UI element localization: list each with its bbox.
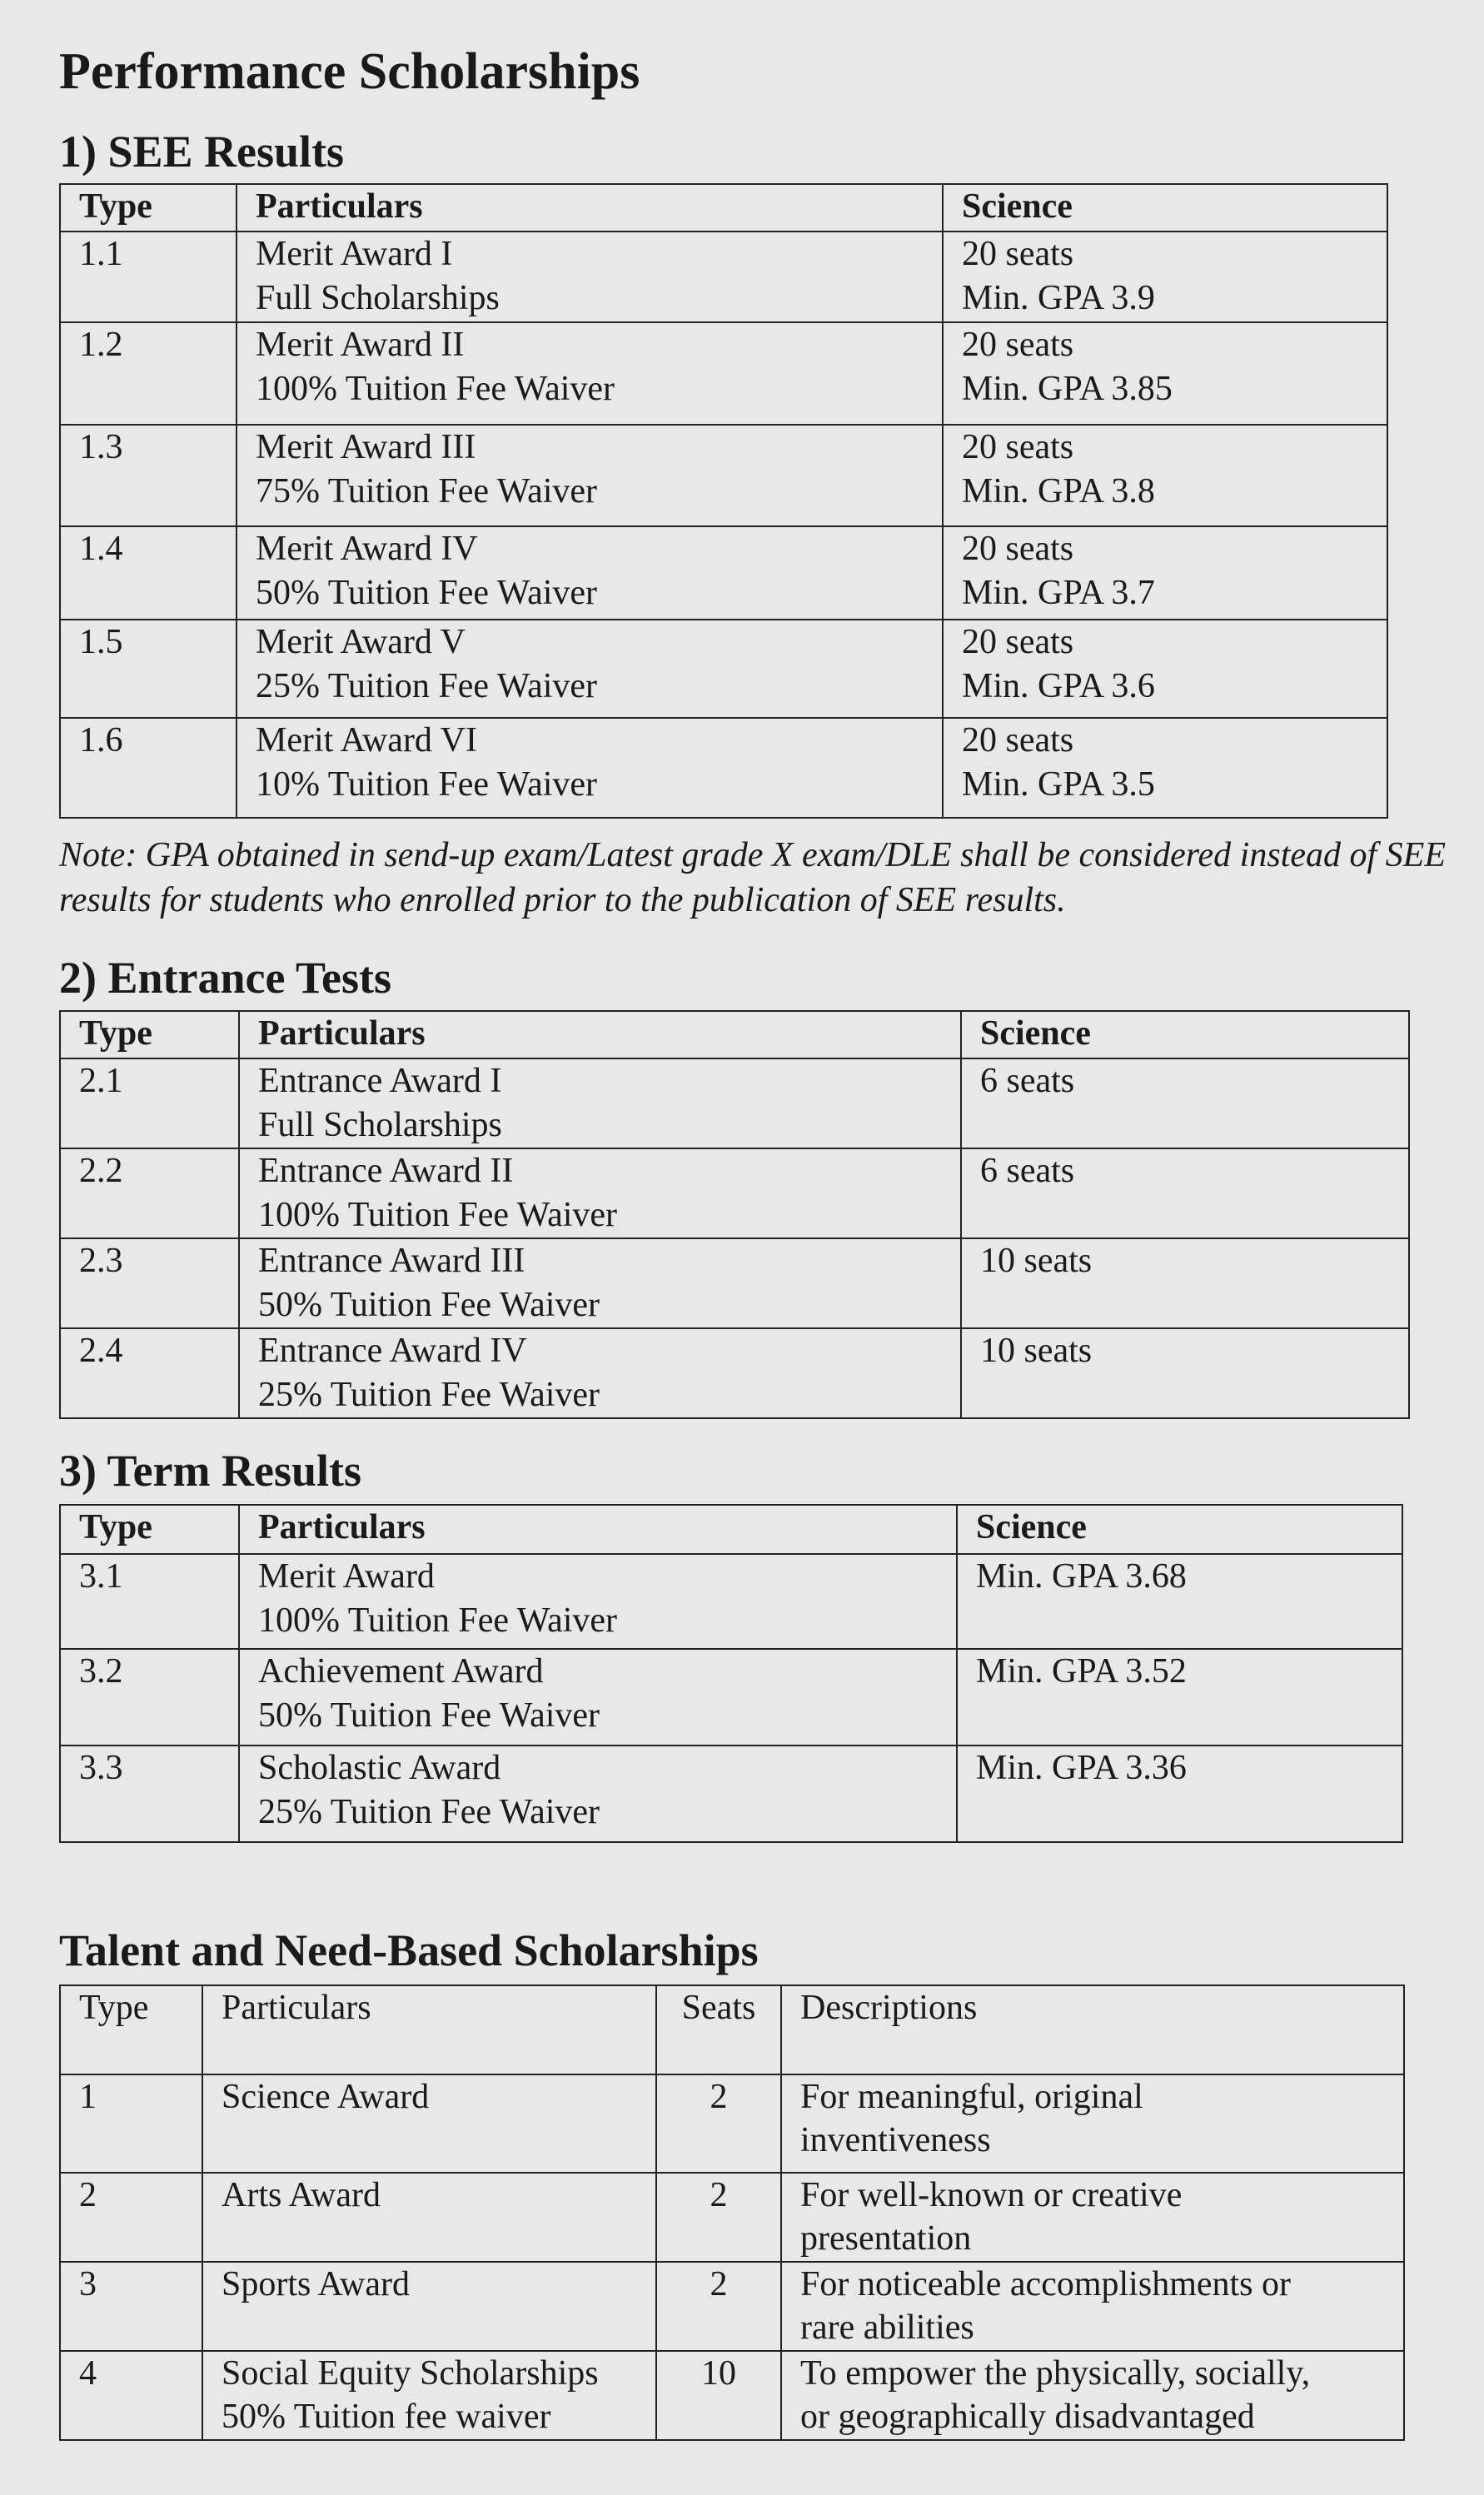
type-cell: 3.3	[60, 1746, 239, 1842]
description-line: For meaningful, original	[800, 2078, 1143, 2116]
particulars-cell	[239, 1746, 957, 1842]
particulars-cell	[202, 2351, 656, 2440]
description-line: rare abilities	[800, 2308, 974, 2347]
column-header-science: Science	[957, 1505, 1402, 1554]
gpa-text: Min. GPA 3.9	[962, 279, 1155, 317]
award-benefit: 100% Tuition Fee Waiver	[258, 1196, 618, 1234]
science-cell: 6 seats	[961, 1058, 1409, 1148]
type-cell: 1.2	[60, 322, 237, 425]
award-name: Social Equity Scholarships	[222, 2354, 599, 2393]
description-cell	[781, 2074, 1404, 2173]
description-cell	[781, 2351, 1404, 2440]
description-cell	[781, 2173, 1404, 2262]
seats-text: 20 seats	[962, 721, 1074, 759]
type-cell: 1.5	[60, 620, 237, 718]
award-name: Sports Award	[222, 2265, 410, 2303]
section-heading-term: 3) Term Results	[59, 1446, 361, 1496]
table-row	[60, 1554, 1402, 1649]
table-row	[60, 718, 1387, 818]
section-heading-see: 1) SEE Results	[59, 127, 345, 177]
type-cell: 2.3	[60, 1238, 239, 1328]
type-cell: 1.4	[60, 526, 237, 620]
column-header-particulars: Particulars	[202, 1985, 656, 2074]
type-cell: 2.4	[60, 1328, 239, 1418]
science-cell: Min. GPA 3.36	[957, 1746, 1402, 1842]
award-name: Achievement Award	[258, 1652, 544, 1691]
talent-scholarships-table	[59, 1985, 1405, 2441]
award-benefit: 25% Tuition Fee Waiver	[258, 1376, 600, 1414]
column-header-seats: Seats	[656, 1985, 781, 2074]
particulars-cell	[202, 2173, 656, 2262]
type-cell: 3.2	[60, 1649, 239, 1746]
award-benefit: Full Scholarships	[258, 1106, 502, 1144]
column-header-descriptions: Descriptions	[781, 1985, 1404, 2074]
award-name: Entrance Award I	[258, 1062, 502, 1100]
science-cell	[943, 322, 1387, 425]
science-cell	[943, 620, 1387, 718]
table-row	[60, 1746, 1402, 1842]
description-line: inventiveness	[800, 2121, 991, 2159]
column-header-type: Type	[60, 1505, 239, 1554]
award-name: Science Award	[222, 2078, 430, 2116]
type-cell: 3.1	[60, 1554, 239, 1649]
gpa-text: Min. GPA 3.5	[962, 765, 1155, 804]
award-name: Merit Award V	[256, 623, 466, 661]
science-cell: Min. GPA 3.52	[957, 1649, 1402, 1746]
science-cell: 10 seats	[961, 1238, 1409, 1328]
award-benefit: 25% Tuition Fee Waiver	[258, 1793, 600, 1831]
page-title: Performance Scholarships	[59, 43, 640, 100]
science-cell	[943, 232, 1387, 322]
type-cell: 1.3	[60, 425, 237, 526]
particulars-cell	[239, 1554, 957, 1649]
description-line: or geographically disadvantaged	[800, 2398, 1255, 2436]
section-heading-entrance: 2) Entrance Tests	[59, 953, 392, 1003]
seats-text: 20 seats	[962, 235, 1074, 273]
table-row	[60, 2074, 1404, 2173]
column-header-science: Science	[943, 184, 1387, 232]
table-row	[60, 232, 1387, 322]
award-name: Merit Award IV	[256, 530, 478, 568]
award-benefit: 25% Tuition Fee Waiver	[256, 667, 598, 705]
seats-text: 20 seats	[962, 428, 1074, 466]
type-cell: 1	[60, 2074, 202, 2173]
see-note: Note: GPA obtained in send-up exam/Latest grade X exam/DLE shall be considered instead of SEE results for students who enrolled prior to the publication of SEE results.	[59, 836, 1446, 919]
description-cell	[781, 2262, 1404, 2351]
column-header-type: Type	[60, 184, 237, 232]
particulars-cell	[239, 1238, 961, 1328]
award-name: Entrance Award IV	[258, 1332, 527, 1370]
table-row	[60, 2262, 1404, 2351]
term-results-table	[59, 1504, 1403, 1843]
description-line: presentation	[800, 2219, 972, 2258]
type-cell: 1.6	[60, 718, 237, 818]
gpa-text: Min. GPA 3.8	[962, 472, 1155, 510]
award-benefit: 75% Tuition Fee Waiver	[256, 472, 598, 510]
entrance-tests-table	[59, 1010, 1410, 1419]
gpa-text: Min. GPA 3.7	[962, 574, 1155, 612]
seats-cell: 10	[656, 2351, 781, 2440]
science-cell: Min. GPA 3.68	[957, 1554, 1402, 1649]
table-row	[60, 1148, 1409, 1238]
column-header-type: Type	[60, 1011, 239, 1058]
award-name: Merit Award I	[256, 235, 453, 273]
award-benefit: 100% Tuition Fee Waiver	[256, 370, 615, 408]
seats-text: 20 seats	[962, 623, 1074, 661]
award-benefit: 50% Tuition fee waiver	[222, 2398, 551, 2436]
particulars-cell	[237, 322, 943, 425]
science-cell: 10 seats	[961, 1328, 1409, 1418]
gpa-text: Min. GPA 3.85	[962, 370, 1173, 408]
science-cell	[943, 718, 1387, 818]
table-row	[60, 1238, 1409, 1328]
column-header-type: Type	[60, 1985, 202, 2074]
description-line: For noticeable accomplishments or	[800, 2265, 1292, 2303]
science-cell	[943, 526, 1387, 620]
seats-cell: 2	[656, 2074, 781, 2173]
seats-cell: 2	[656, 2262, 781, 2351]
award-name: Entrance Award III	[258, 1242, 525, 1280]
award-name: Merit Award III	[256, 428, 476, 466]
award-benefit: Full Scholarships	[256, 279, 500, 317]
award-name: Merit Award	[258, 1557, 435, 1596]
type-cell: 4	[60, 2351, 202, 2440]
table-row	[60, 1058, 1409, 1148]
table-row	[60, 1649, 1402, 1746]
award-name: Arts Award	[222, 2176, 381, 2214]
table-row	[60, 1328, 1409, 1418]
particulars-cell	[202, 2074, 656, 2173]
table-row	[60, 620, 1387, 718]
type-cell: 1.1	[60, 232, 237, 322]
type-cell: 3	[60, 2262, 202, 2351]
particulars-cell	[239, 1649, 957, 1746]
particulars-cell	[239, 1148, 961, 1238]
description-line: For well-known or creative	[800, 2176, 1183, 2214]
column-header-science: Science	[961, 1011, 1409, 1058]
particulars-cell	[239, 1058, 961, 1148]
science-cell	[943, 425, 1387, 526]
gpa-text: Min. GPA 3.6	[962, 667, 1155, 705]
table-row	[60, 425, 1387, 526]
particulars-cell	[237, 620, 943, 718]
table-row	[60, 526, 1387, 620]
particulars-cell	[202, 2262, 656, 2351]
particulars-cell	[239, 1328, 961, 1418]
particulars-cell	[237, 526, 943, 620]
type-cell: 2.1	[60, 1058, 239, 1148]
award-name: Merit Award VI	[256, 721, 477, 759]
column-header-particulars: Particulars	[237, 184, 943, 232]
science-cell: 6 seats	[961, 1148, 1409, 1238]
seats-text: 20 seats	[962, 530, 1074, 568]
type-cell: 2.2	[60, 1148, 239, 1238]
column-header-particulars: Particulars	[239, 1505, 957, 1554]
award-benefit: 50% Tuition Fee Waiver	[258, 1696, 600, 1735]
award-name: Entrance Award II	[258, 1152, 514, 1190]
table-row	[60, 2351, 1404, 2440]
section-heading-talent: Talent and Need-Based Scholarships	[59, 1925, 759, 1975]
award-benefit: 100% Tuition Fee Waiver	[258, 1601, 618, 1640]
table-row	[60, 322, 1387, 425]
particulars-cell	[237, 232, 943, 322]
award-benefit: 50% Tuition Fee Waiver	[258, 1286, 600, 1324]
seats-cell: 2	[656, 2173, 781, 2262]
description-line: To empower the physically, socially,	[800, 2354, 1311, 2393]
seats-text: 20 seats	[962, 326, 1074, 364]
type-cell: 2	[60, 2173, 202, 2262]
particulars-cell	[237, 425, 943, 526]
particulars-cell	[237, 718, 943, 818]
table-row	[60, 2173, 1404, 2262]
award-benefit: 10% Tuition Fee Waiver	[256, 765, 598, 804]
column-header-particulars: Particulars	[239, 1011, 961, 1058]
award-benefit: 50% Tuition Fee Waiver	[256, 574, 598, 612]
award-name: Merit Award II	[256, 326, 465, 364]
see-results-table	[59, 183, 1388, 819]
award-name: Scholastic Award	[258, 1749, 501, 1787]
